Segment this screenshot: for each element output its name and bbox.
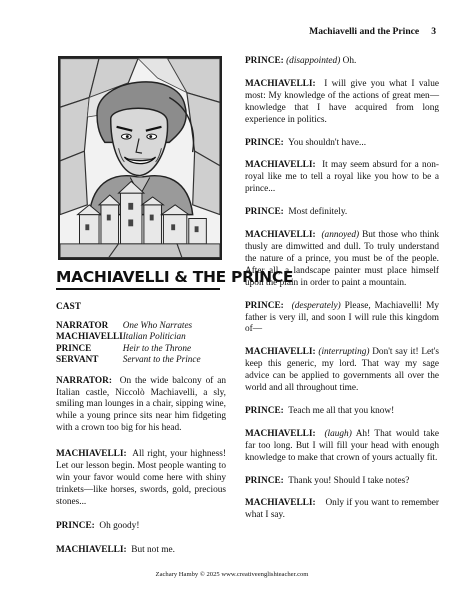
speaker-name: PRINCE: [245, 300, 284, 311]
title-underline [56, 288, 220, 290]
speaker-name: MACHIAVELLI: [245, 498, 316, 509]
script-line [245, 347, 439, 395]
stage-direction: (annoyed) [321, 230, 360, 241]
line-text: Don't say it! Let's keep this generic, my lord. That way my sage advice can be applied to governments all over the world and all throughout time. [245, 347, 440, 394]
script-line [245, 476, 439, 488]
speaker-name: MACHIAVELLI: [245, 347, 316, 358]
script-line [245, 138, 439, 150]
line-text: It may seem absurd for a non-royal like me to tell a royal like you how to be a prince... [245, 160, 439, 195]
right-column [245, 56, 439, 533]
cast-heading: CAST [56, 302, 82, 312]
header-title: Machiavelli and the Prince [309, 26, 420, 37]
script-line [245, 429, 439, 465]
cast-row [56, 343, 201, 354]
stage-direction: (interrupting) [318, 347, 370, 358]
speaker-name: PRINCE: [245, 56, 284, 66]
line-text: I will give you what I value most: My knowledge of the actions of great men—knowledge that I have acquired from long experience in politics. [245, 78, 439, 125]
speaker-name: PRINCE: [56, 520, 95, 531]
stage-direction: (desperately) [291, 300, 341, 311]
speaker-name: MACHIAVELLI: [245, 428, 316, 439]
page-footer: Zachary Hamby © 2025 www.creativeenglishteacher.com [155, 571, 309, 578]
line-text: Please, Machiavelli! My father is very ill, and soon I will rule this kingdom of— [245, 300, 440, 335]
speaker-name: MACHIAVELLI: [245, 230, 316, 241]
script-line [245, 498, 439, 522]
line-text: Thank you! Should I take notes? [288, 475, 410, 486]
script-line [245, 301, 439, 337]
cast-description: Servant to the Prince [122, 354, 201, 365]
line-text: Only if you want to remember what I say. [245, 498, 439, 521]
script-line [56, 521, 226, 533]
cast-role: PRINCE [56, 342, 92, 353]
line-text: All right, your highness! Let our lesson begin. Most people wanting to win your favor would come here with shiny trinkets—like horses, swords, gold, precious stones... [56, 449, 226, 507]
machiavelli-illustration [58, 56, 222, 260]
speaker-name: PRINCE: [245, 405, 284, 416]
speaker-name: PRINCE: [245, 137, 284, 148]
speaker-name: MACHIAVELLI: [56, 544, 127, 555]
cast-description: Italian Politician [122, 331, 186, 342]
line-text: Oh. [342, 56, 357, 66]
speaker-name: MACHIAVELLI: [245, 160, 316, 171]
page-number: 3 [431, 26, 436, 37]
speaker-name: NARRATOR: [56, 375, 112, 386]
script-line [245, 207, 439, 219]
script-line [56, 545, 226, 557]
cast-row [56, 354, 201, 365]
script-line [245, 230, 439, 290]
script-line [245, 79, 439, 127]
speaker-name: PRINCE: [245, 207, 284, 218]
speaker-name: MACHIAVELLI: [56, 449, 127, 460]
running-header [309, 26, 436, 37]
line-text: Most definitely. [288, 207, 348, 218]
script-line [56, 449, 226, 509]
line-text: Teach me all that you know! [288, 405, 395, 416]
line-text: But those who think thusly are dimwitted and dull. To truly understand the nature of a prince, you must be of the people. After all, a landscape painter must place himself upon the plain in order to paint a mountain. [245, 230, 439, 288]
cast-row [56, 320, 201, 331]
play-title: MACHIAVELLI & THE PRINCE [56, 268, 294, 286]
cast-role: NARRATOR [56, 320, 109, 330]
stage-direction: (disappointed) [286, 56, 341, 66]
speaker-name: PRINCE: [245, 475, 284, 486]
left-column [56, 56, 294, 557]
cast-role: MACHIAVELLI [56, 331, 123, 342]
line-text: On the wide balcony of an Italian castle, Niccolò Machiavelli, a sly, smiling man lounges in a chair, sipping wine, while a young prince sits near him fidgeting with a crown too big for his head. [56, 375, 226, 434]
cast-role: SERVANT [56, 354, 99, 365]
cast-description: One Who Narrates [122, 320, 193, 330]
cast-list [56, 320, 201, 366]
line-text: You shouldn't have... [288, 137, 367, 148]
script-line [245, 160, 439, 196]
script-line [56, 376, 226, 436]
cast-description: Heir to the Throne [122, 342, 192, 353]
stage-direction: (laugh) [324, 428, 352, 439]
line-text: But not me. [131, 544, 175, 555]
script-line [245, 406, 439, 418]
line-text: Ah! That would take far too long. But I will fill your head with enough knowledge to make that crown of yours actually fit. [245, 428, 440, 463]
line-text: Oh goody! [99, 520, 140, 531]
script-line [245, 56, 439, 68]
speaker-name: MACHIAVELLI: [245, 78, 316, 89]
cast-row [56, 331, 201, 342]
